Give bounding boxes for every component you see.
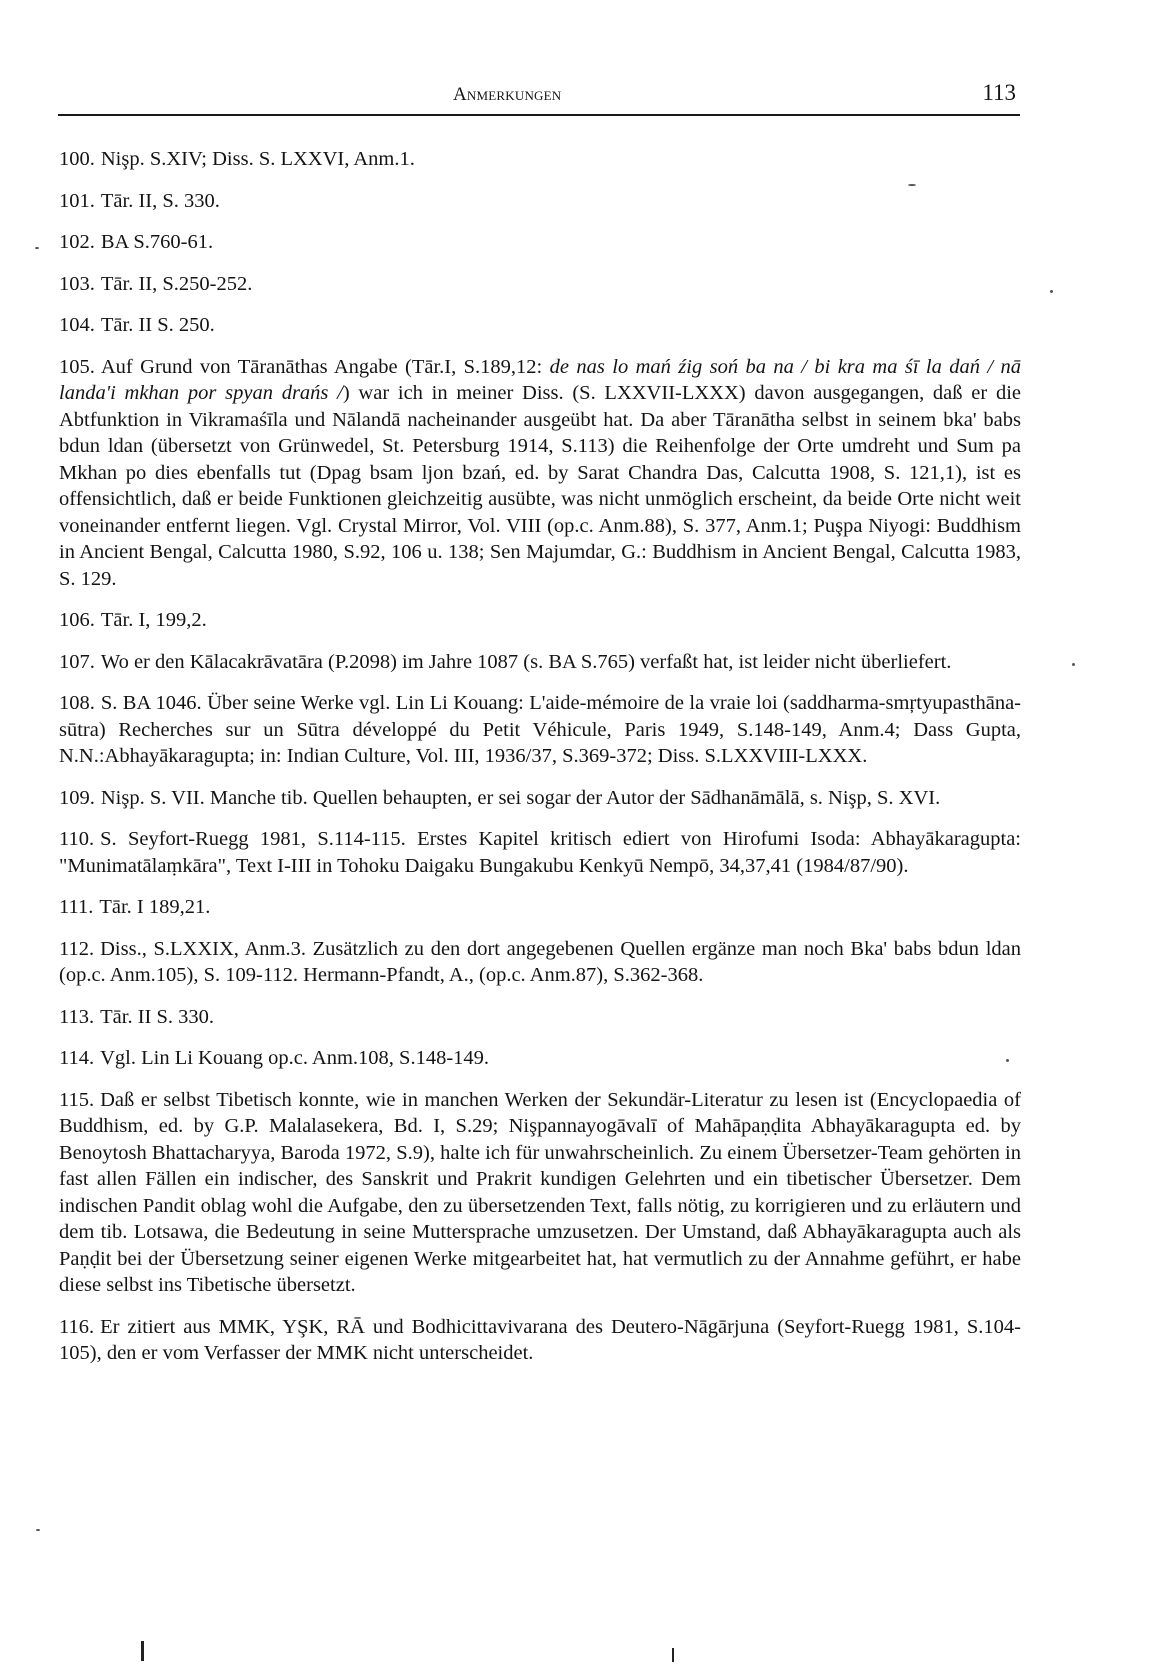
note-110 [59, 826, 1021, 879]
scan-speck [1006, 1059, 1009, 1062]
header-title: Anmerkungen [453, 84, 562, 105]
note-number: 115. [59, 1088, 95, 1111]
note-text: Daß er selbst Tibetisch konnte, wie in manchen Werken der Sekundär-Literatur zu lesen ist (Encyclopaedia of Buddhism, ed. by G.P. Malalasekera, Bd. I, S.29; Nişpannayogāvalī of Mahāpaṇḍita Abhayākaragupta ed. by Benoytosh Bhattacharyya, Baroda 1972, S.9), halte ich für unwahrscheinlich. Zu einem Übersetzer-Team gehörten in fast allen Fällen ein indischer, des Sanskrit und Prakrit kundigen Gelehrten und ein tibetischer Übersetzer. Dem indischen Pandit oblag wohl die Aufgabe, den zu übersetzenden Text, falls nötig, zu korrigieren und zu erläutern und dem tib. Lotsawa, die Bedeutung in seine Muttersprache umzusetzen. Der Umstand, daß Abhayākaragupta auch als Paṇḍit bei der Übersetzung seiner eigenen Werke mitgearbeitet hat, hat vermutlich zu der Annahme geführt, er habe diese selbst ins Tibetische übersetzt. [59, 1088, 1021, 1296]
note-115 [59, 1087, 1021, 1299]
note-number: 111. [59, 896, 94, 918]
scan-speck [1050, 290, 1053, 293]
note-113 [59, 1004, 1021, 1031]
note-107 [59, 649, 1021, 676]
note-114 [59, 1045, 1021, 1072]
note-103 [59, 271, 1021, 298]
note-number: 116. [59, 1315, 95, 1338]
note-number: 113. [59, 1005, 95, 1028]
note-111 [59, 894, 1021, 921]
note-text: Nişp. S.XIV; Diss. S. LXXVI, Anm.1. [100, 148, 415, 170]
note-text: Tār. I 189,21. [99, 896, 211, 918]
note-number: 105. [59, 355, 95, 378]
note-text: Wo er den Kālacakrāvatāra (P.2098) im Jahre 1087 (s. BA S.765) verfaßt hat, ist leider nicht überliefert. [100, 650, 952, 673]
note-text: BA S.760-61. [100, 231, 214, 253]
note-number: 106. [59, 609, 95, 631]
scan-edge-mark [672, 1648, 674, 1662]
note-text: Vgl. Lin Li Kouang op.c. Anm.108, S.148-149. [100, 1047, 490, 1069]
note-text: Diss., S.LXXIX, Anm.3. Zusätzlich zu den dort angegebenen Quellen ergänze man noch Bka' babs bdun ldan (op.c. Anm.105), S. 109-112. Hermann-Pfandt, A., (op.c. Anm.87), S.362-368. [59, 937, 1021, 986]
note-105 [59, 354, 1021, 593]
note-number: 114. [59, 1047, 95, 1069]
scan-edge-mark [141, 1641, 144, 1661]
scan-speck [908, 184, 916, 186]
note-108 [59, 690, 1021, 770]
note-106 [59, 607, 1021, 634]
note-text: Tār. II, S. 330. [100, 189, 220, 212]
note-102 [59, 229, 1021, 256]
note-text: S. BA 1046. Über seine Werke vgl. Lin Li Kouang: L'aide-mémoire de la vraie loi (saddharma-smŗtyupasthāna-sūtra) Recherches sur un Sūtra développé du Petit Véhicule, Paris 1949, S.148-149, Anm.4; Dass Gupta, N.N.:Abhayākaragupta; in: Indian Culture, Vol. III, 1936/37, S.369-372; Diss. S.LXXVIII-LXXX. [59, 692, 1021, 767]
note-number: 112. [59, 937, 95, 960]
note-109 [59, 785, 1021, 812]
note-text: Tār. II, S.250-252. [100, 272, 253, 295]
note-number: 103. [59, 272, 95, 295]
note-number: 107. [59, 650, 95, 673]
note-number: 109. [59, 786, 95, 809]
page-number: 113 [982, 80, 1016, 105]
note-text: Tār. II S. 330. [100, 1005, 214, 1028]
note-101 [59, 188, 1021, 215]
note-text: S. Seyfort-Ruegg 1981, S.114-115. Erstes Kapitel kritisch ediert von Hirofumi Isoda: Abhayākaragupta: "Munimatālaṃkāra", Text I-III in Tohoku Daigaku Bungakubu Kenkyū Nempō, 34,37,41 (1984/87/90). [59, 828, 1021, 877]
note-text: Er zitiert aus MMK, YŞK, RĀ und Bodhicittavivarana des Deutero-Nāgārjuna (Seyfort-Ruegg 1981, S.104-105), den er vom Verfasser der MMK nicht unterscheidet. [59, 1315, 1021, 1364]
endnotes-list [59, 146, 1021, 1382]
note-number: 101. [59, 189, 95, 212]
scan-speck [35, 247, 39, 249]
note-text: Nişp. S. VII. Manche tib. Quellen behaupten, er sei sogar der Autor der Sādhanāmālā, s. Nişp, S. XVI. [100, 786, 941, 809]
note-text-start: Auf Grund von Tāranāthas Angabe (Tār.I, S.189,12: [100, 355, 550, 378]
scan-speck [1072, 663, 1075, 666]
note-number: 108. [59, 692, 95, 714]
note-text: Tār. II S. 250. [100, 314, 215, 336]
note-number: 100. [59, 148, 95, 170]
scan-speck [36, 1529, 40, 1531]
note-text-end: ) war ich in meiner Diss. (S. LXXVII-LXXX) davon ausgegangen, daß er die Abtfunktion in Vikramaśīla und Nālandā nacheinander ausgeübt hat. Da aber Tāranātha selbst in seinem bka' babs bdun ldan (übersetzt von Grünwedel, St. Petersburg 1914, S.113) die Reihenfolge der Orte umdreht und Sum pa Mkhan po dies ebenfalls tut (Dpag bsam ljon bzań, ed. by Sarat Chandra Das, Calcutta 1908, S. 121,1), ist es offensichtlich, daß er beide Funktionen gleichzeitig ausübte, was nicht unmöglich erscheint, da beide Orte nicht weit voneinander entfernt liegen. Vgl. Crystal Mirror, Vol. VIII (op.c. Anm.88), S. 377, Anm.1; Puşpa Niyogi: Buddhism in Ancient Bengal, Calcutta 1980, S.92, 106 u. 138; Sen Majumdar, G.: Buddhism in Ancient Bengal, Calcutta 1983, S. 129. [59, 382, 1021, 590]
running-header [58, 78, 1020, 116]
tibetan-quote: de nas lo mań źig soń ba na / bi kra ma śī la dań / nā landa'i mkhan por spyan drańs / [59, 355, 1021, 404]
note-100 [59, 146, 1021, 173]
note-text: Tār. I, 199,2. [100, 609, 207, 631]
note-number: 102. [59, 231, 95, 253]
note-number: 104. [59, 314, 95, 336]
note-104 [59, 312, 1021, 339]
note-number: 110. [59, 828, 95, 850]
note-116 [59, 1314, 1021, 1367]
note-112 [59, 936, 1021, 989]
